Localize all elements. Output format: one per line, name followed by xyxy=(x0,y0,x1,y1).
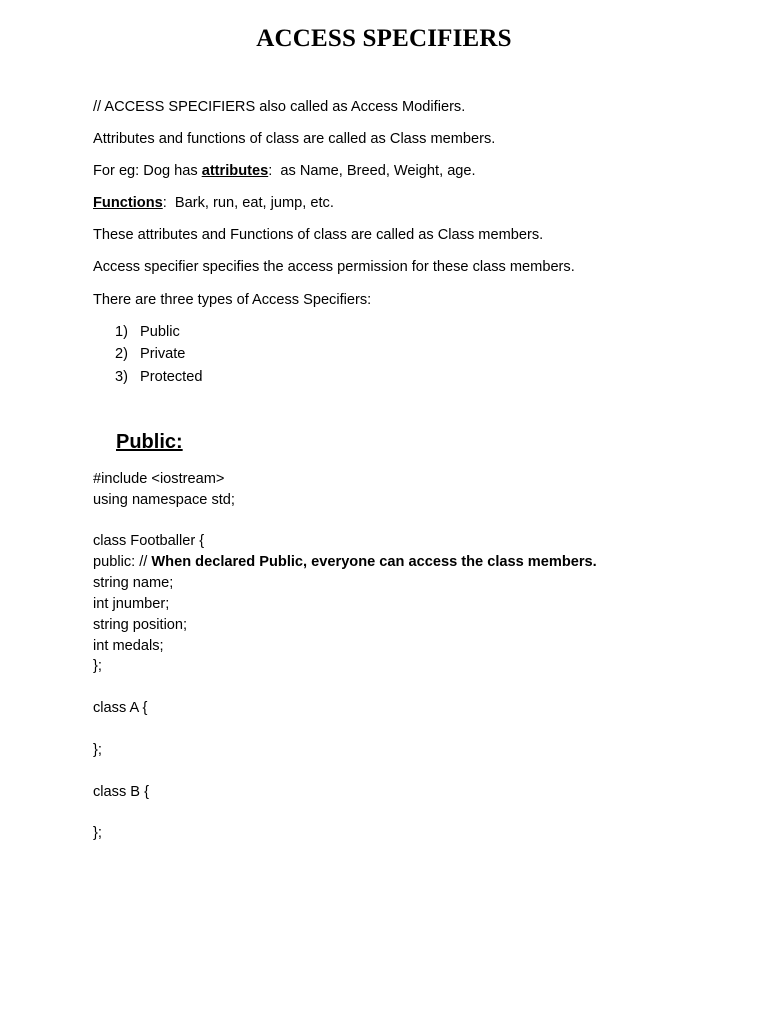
dog-prefix: For eg: Dog has xyxy=(93,163,202,179)
list-number: 3) xyxy=(115,369,128,385)
code-line: class Footballer { xyxy=(93,533,205,549)
list-label: Protected xyxy=(140,369,203,385)
code-line xyxy=(93,553,597,571)
document-title: ACCESS SPECIFIERS xyxy=(256,25,512,52)
list-item xyxy=(115,368,202,386)
paragraph-access-permission: Access specifier specifies the access permission for these class members. xyxy=(93,259,575,275)
code-line: using namespace std; xyxy=(93,492,235,508)
section-heading-public: Public: xyxy=(116,431,183,453)
code-line: }; xyxy=(93,825,102,841)
functions-list: : Bark, run, eat, jump, etc. xyxy=(162,195,334,211)
attributes-term: attributes xyxy=(201,163,269,179)
code-comment-bold: When declared Public, everyone can access the class members. xyxy=(151,554,597,570)
paragraph-functions xyxy=(93,194,334,212)
paragraph-access-modifiers: // ACCESS SPECIFIERS also called as Access Modifiers. xyxy=(93,99,466,115)
list-label: Private xyxy=(140,346,186,362)
code-line: string name; xyxy=(93,575,174,591)
list-item xyxy=(115,345,185,363)
code-line: }; xyxy=(93,658,102,674)
code-line: int jnumber; xyxy=(93,596,170,612)
list-label: Public xyxy=(140,324,180,340)
paragraph-dog-attributes xyxy=(93,162,476,180)
paragraph-three-types: There are three types of Access Specifiers: xyxy=(93,292,372,308)
list-item xyxy=(115,323,180,341)
code-keyword-public: public: // xyxy=(93,554,152,570)
code-line: }; xyxy=(93,742,102,758)
code-line: #include <iostream> xyxy=(93,471,225,487)
paragraph-class-members: Attributes and functions of class are called as Class members. xyxy=(93,131,496,147)
code-line: class A { xyxy=(93,700,148,716)
paragraph-attributes-functions: These attributes and Functions of class are called as Class members. xyxy=(93,227,544,243)
list-number: 2) xyxy=(115,346,128,362)
dog-attributes-list: : as Name, Breed, Weight, age. xyxy=(268,163,476,179)
list-number: 1) xyxy=(115,324,128,340)
code-line: class B { xyxy=(93,784,149,800)
code-line: string position; xyxy=(93,617,188,633)
functions-term: Functions xyxy=(93,195,163,211)
code-line: int medals; xyxy=(93,638,164,654)
